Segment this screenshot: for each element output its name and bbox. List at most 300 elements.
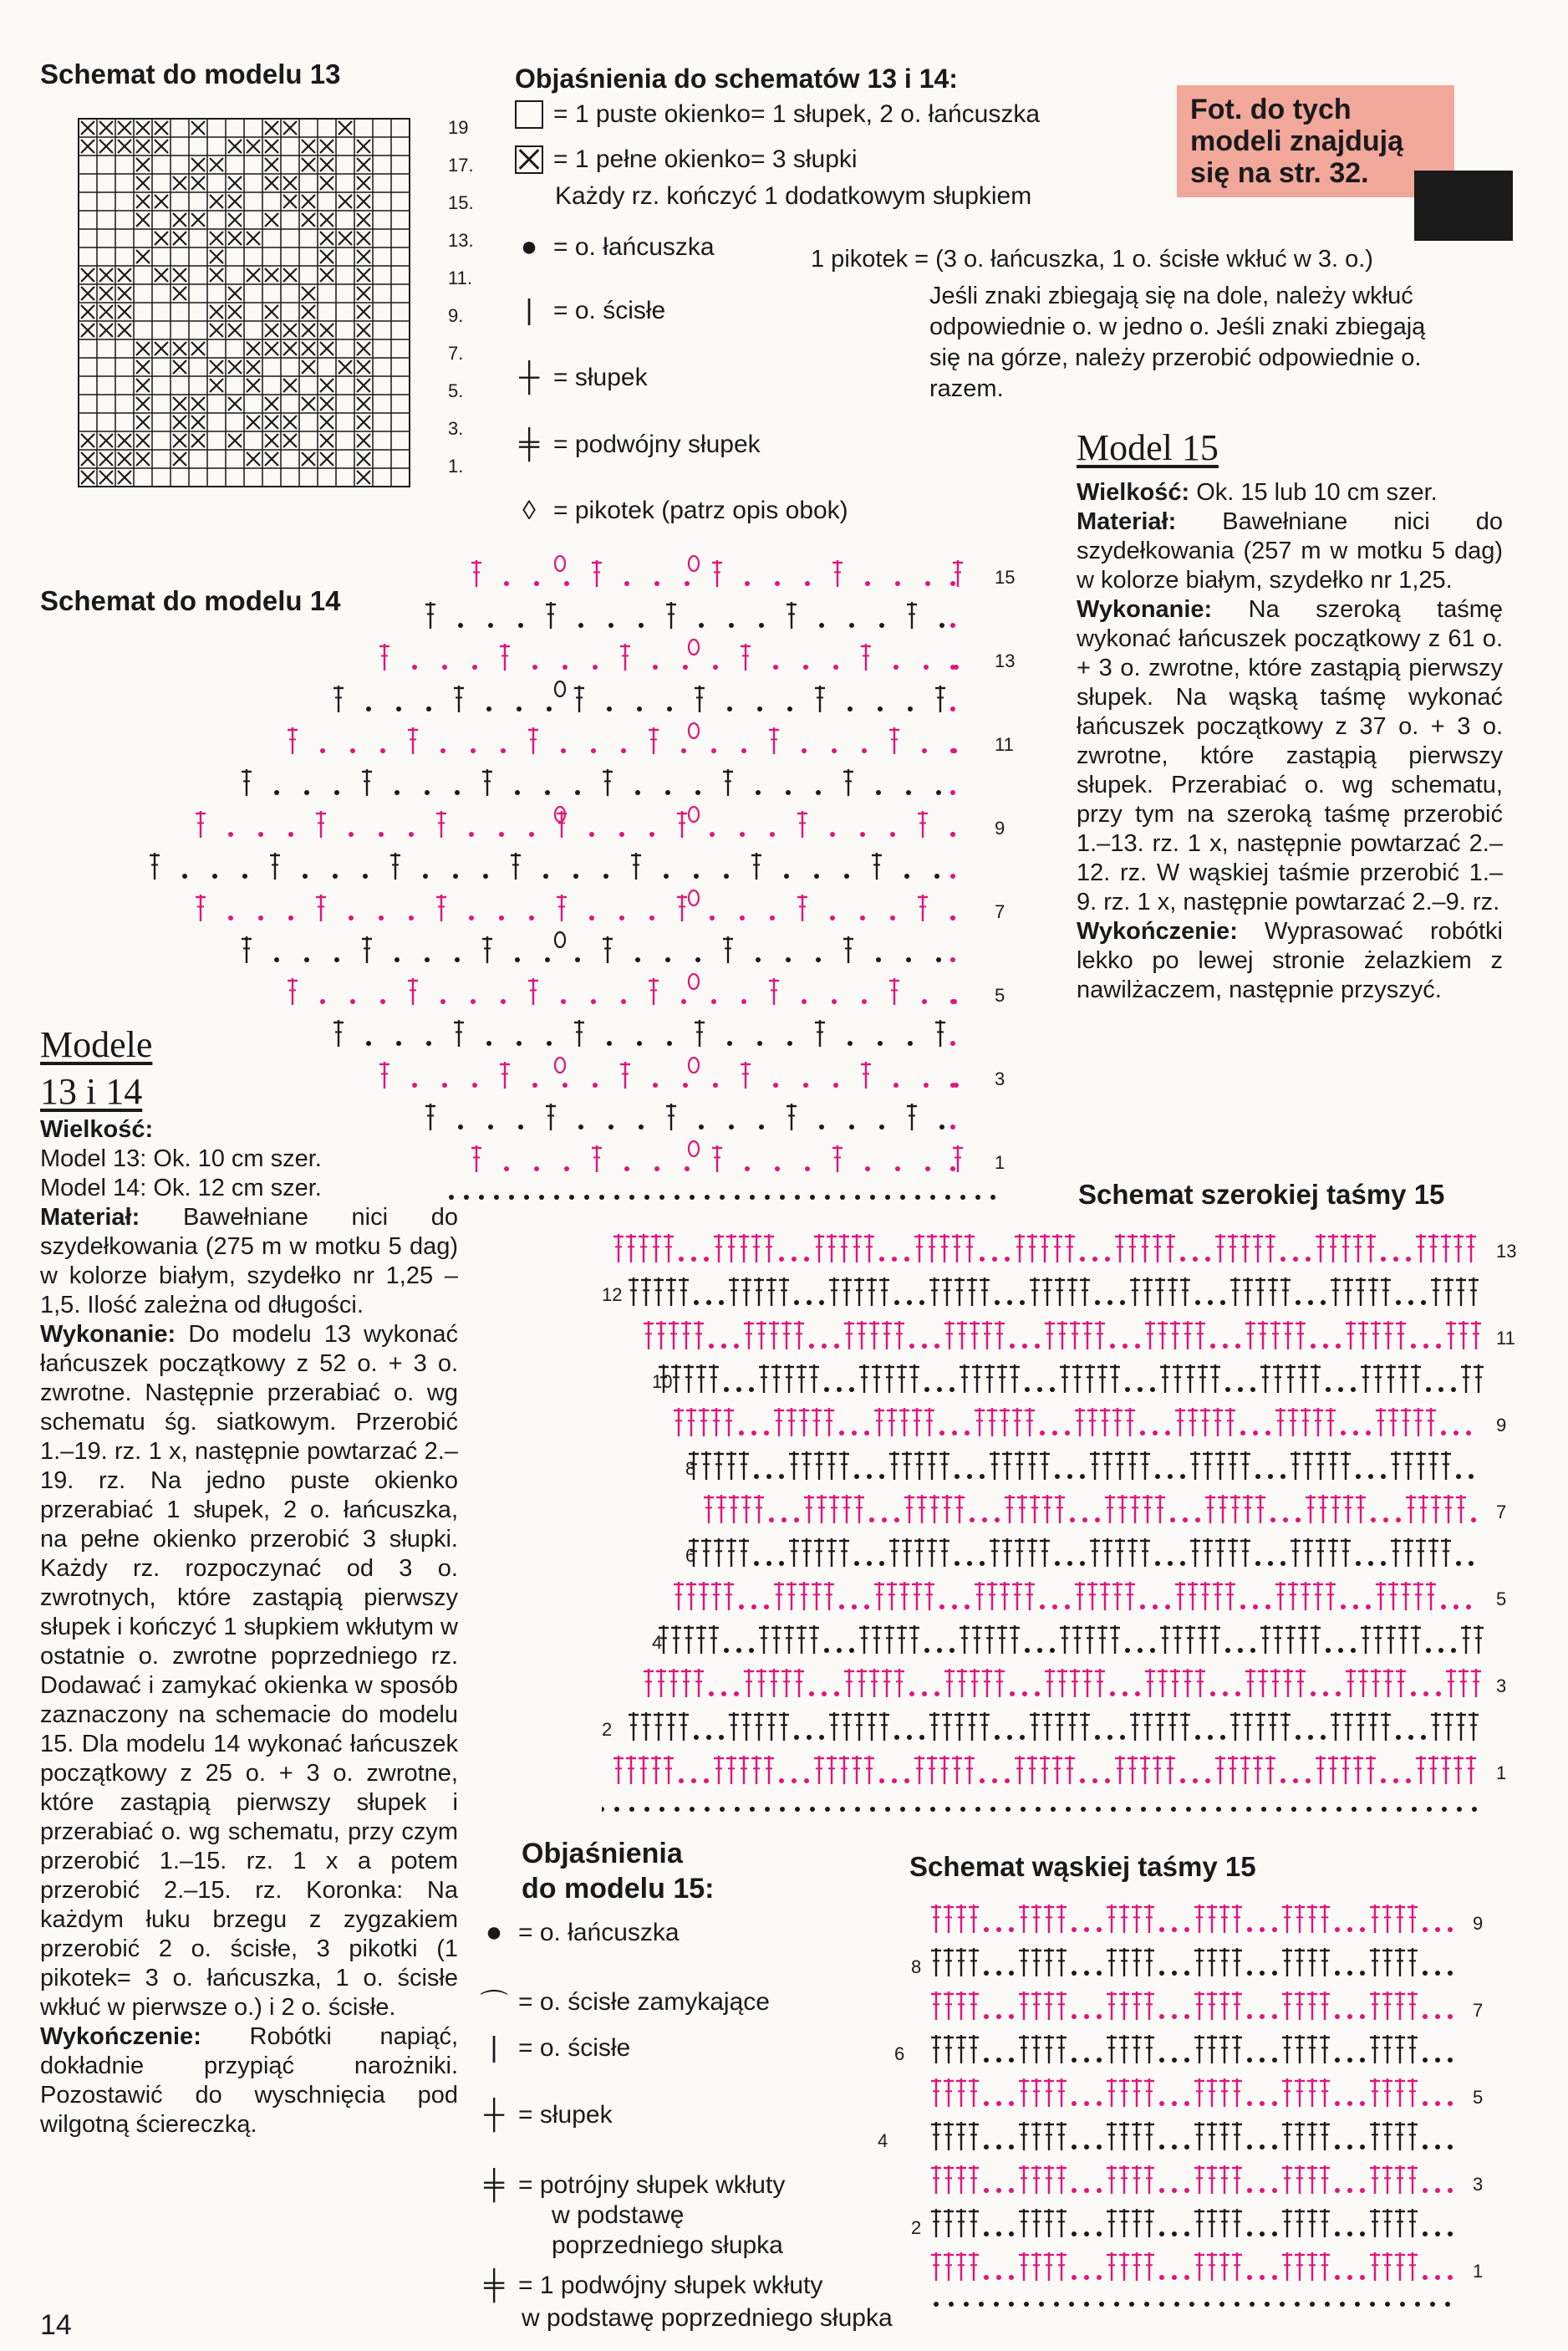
chain-dot (1338, 1387, 1343, 1392)
chain-dot (1172, 2014, 1177, 2019)
wide-tape-stitch (927, 1234, 937, 1262)
chain-dot (819, 1735, 824, 1740)
chain-dot (1005, 1807, 1011, 1812)
grid13-cell (336, 450, 354, 468)
chain-dot (1411, 1344, 1416, 1349)
narrow-tape-stitch (1219, 2252, 1229, 2281)
wide-tape-stitch (897, 1364, 907, 1393)
chain-dot (719, 1735, 724, 1740)
wide-tape-stitch (1341, 1234, 1351, 1262)
chain-dot (1423, 2275, 1428, 2280)
narrow-tape-stitch (1370, 2209, 1380, 2237)
narrow-tape-stitch (1107, 1991, 1117, 2020)
chain-dot (950, 957, 955, 962)
chain-dot (900, 1195, 905, 1200)
chain-dot (781, 1517, 787, 1522)
chain-dot (1172, 2101, 1177, 2106)
wide-tape-stitch (1461, 1625, 1471, 1654)
chain-dot (379, 915, 384, 921)
chain-dot (745, 581, 750, 586)
wide-tape-stitch (967, 1712, 977, 1741)
chain-dot (745, 1166, 750, 1171)
grid13-cell (373, 137, 391, 156)
chain-dot (1321, 1807, 1326, 1812)
chain-dot (469, 832, 474, 837)
chain-dot (1326, 1387, 1331, 1392)
wide-tape-stitch (939, 1756, 949, 1784)
chain-dot (876, 790, 881, 795)
chain-dot (1084, 1971, 1089, 1976)
wide-tape-stitch (1165, 1756, 1175, 1784)
chain-dot (1272, 2058, 1277, 2063)
model15-text: Wielkość: Ok. 15 lub 10 cm szer. Materiał: Bawełniane nici do szydełkowania (257 m w motku 5 dag) w kolorze białym, szydełko nr 1,25. Wykonanie: Na szeroką taśmę wykonać łańcuszek początkowy z 61 o. + 3 o. zwrotne, które zastąpią pierwszy słupek. Na wąską taśmę wykonać łańcuszek początkowy z 37 o. + 3 o. zwrotne, które zastąpią pierwszy słupek. Przerabiać o. wg schematu, przy tym na szeroką taśmę przerobić 1.–13. rz. 1 x, następnie powtarzać 2.–12. rz. W wąskiej taśmie przerobić 1.–9. rz. 1 x, następnie powtarzać 2.–9. rz. Wykończenie: Wyprasować robótki lekko po lewej stronie żelazkiem z nawilżaczem, następnie przyszyć. (1077, 479, 1504, 1003)
chain-dot (1095, 1300, 1100, 1305)
chain-dot (1159, 2275, 1164, 2280)
chain-dot (1040, 1604, 1045, 1609)
narrow-tape-stitch (1119, 1991, 1129, 2020)
wide-tape-stitch (1225, 1582, 1235, 1610)
wide-tape-stitch (781, 1669, 792, 1697)
chain-dot (545, 790, 550, 795)
narrow-tape-stitch (1107, 2035, 1117, 2063)
narrow-tape-stitch (1144, 2252, 1154, 2281)
chain-dot (1165, 1604, 1170, 1609)
chain-dot (1107, 1735, 1112, 1740)
wide-tape-stitch (1230, 1712, 1240, 1741)
schemat14-stitch (546, 1104, 556, 1130)
narrow-tape-stitch (1219, 2165, 1229, 2194)
grid13-cell (281, 450, 299, 468)
chain-dot (934, 1691, 939, 1696)
wide-tape-stitch (829, 1495, 839, 1523)
wide-tape-stitch (924, 1408, 934, 1436)
chain-dot (1065, 1430, 1070, 1436)
chain-dot (729, 623, 734, 628)
chain-dot (984, 2231, 989, 2236)
chain-dot (675, 1807, 680, 1812)
chain-dot (779, 1257, 784, 1262)
narrow-tape-stitch (1044, 2252, 1054, 2281)
chain-dot (1406, 1257, 1411, 1262)
wide-tape-row-number: 3 (1496, 1675, 1507, 1696)
wide-tape-stitch (827, 1756, 837, 1784)
chain-dot (950, 1166, 955, 1171)
wide-tape-stitch (664, 1756, 674, 1784)
triple-crochet-icon: ╪ (483, 2169, 505, 2201)
grid13-cell (336, 395, 354, 413)
chain-dot (621, 999, 626, 1004)
chain-dot (333, 874, 338, 879)
grid13-cell (189, 376, 207, 395)
wide-tape-stitch (1170, 1321, 1180, 1349)
schemat14-stitch (620, 644, 630, 671)
chain-dot (334, 957, 339, 962)
grid13-cell (373, 431, 391, 450)
grid13-cell (281, 156, 299, 174)
chain-dot (665, 790, 670, 795)
wide-tape-stitch (1040, 1234, 1050, 1262)
chain-dot (1180, 1778, 1185, 1783)
chain-dot (915, 1807, 920, 1812)
grid13-cell (281, 358, 299, 376)
schemat14-stitch (907, 1104, 917, 1130)
narrow-tape-stitch (956, 2209, 966, 2237)
chain-dot (1427, 1807, 1432, 1812)
wide-tape-stitch (842, 1495, 852, 1523)
narrow-tape-stitch (1370, 2252, 1380, 2281)
chain-dot (996, 2101, 1001, 2106)
chain-dot (879, 623, 884, 628)
grid13-cell (79, 358, 97, 376)
chain-dot (734, 1344, 739, 1349)
wide-tape-stitch (1446, 1669, 1456, 1697)
grid13-row-number: 9. (448, 305, 464, 326)
wide-tape-stitch (1431, 1495, 1441, 1523)
wide-tape-stitch (1140, 1451, 1150, 1480)
narrow-tape-stitch (1044, 2078, 1054, 2107)
schemat14-stitch (843, 769, 853, 796)
wide-tape-stitch (1025, 1582, 1035, 1610)
wide-tape-stitch (1303, 1538, 1313, 1567)
wide-tape-stitch (939, 1234, 949, 1262)
wide-tape-stitch (842, 1712, 852, 1741)
chain-dot (922, 1344, 927, 1349)
wide-tape-stitch (914, 1756, 924, 1784)
chain-dot (653, 1083, 658, 1088)
chain-dot (1291, 1807, 1296, 1812)
picot-mark (689, 640, 699, 655)
chain-dot (1353, 1430, 1358, 1436)
chain-dot (975, 1807, 980, 1812)
wide-tape-stitch (701, 1538, 711, 1567)
grid13-cell (207, 395, 226, 413)
wide-tape-stitch (1110, 1364, 1120, 1393)
chain-dot (1097, 2014, 1102, 2019)
chain-dot (751, 1604, 756, 1609)
schemat14-row-number: 1 (995, 1152, 1005, 1173)
schemat14-stitch (815, 1020, 825, 1047)
chain-dot (1321, 1300, 1326, 1305)
chain-dot (639, 623, 644, 628)
wide-tape-stitch (897, 1625, 907, 1654)
chain-dot (1436, 1691, 1441, 1696)
wide-tape-stitch (1105, 1495, 1115, 1523)
chain-dot (1423, 2101, 1428, 2106)
schemat14-stitch (150, 853, 160, 880)
chain-dot (750, 1807, 755, 1812)
chain-dot (1009, 2302, 1014, 2307)
wide-tape-stitch (1000, 1582, 1010, 1610)
wide-tape-stitch (1030, 1495, 1040, 1523)
wide-tape-stitch (1366, 1756, 1376, 1784)
chain-dot (1276, 1807, 1281, 1812)
chain-dot (1220, 1735, 1225, 1740)
wide-tape-stitch (942, 1712, 952, 1741)
chain-dot (1247, 1971, 1252, 1976)
chain-dot (810, 1807, 815, 1812)
schemat14-stitch (861, 1062, 871, 1089)
schemat14-stitch (787, 1104, 797, 1130)
narrow-tape-stitch (1395, 1948, 1405, 1976)
wide-tape-stitch (1456, 1495, 1466, 1523)
pikotek-note-line1: 1 pikotek = (3 o. łańcuszka, 1 o. ścisłe wkłuć w 3. o.) (811, 246, 1373, 273)
schemat14-stitch (574, 1020, 584, 1047)
chain-dot (952, 1430, 957, 1436)
grid13-cell (336, 413, 354, 431)
chain-dot (1360, 2058, 1365, 2063)
chain-dot (395, 957, 400, 962)
chain-dot (1184, 2058, 1189, 2063)
grid13-cell (152, 358, 171, 376)
wide-tape-stitch (982, 1669, 992, 1697)
narrow-tape-row-number: 8 (911, 1956, 922, 1977)
grid13-cell (318, 192, 336, 211)
wide-tape-stitch (1075, 1408, 1085, 1436)
grid13-cell (336, 266, 354, 284)
chain-dot (488, 1125, 493, 1130)
chain-dot (695, 957, 700, 962)
chain-dot (1471, 1517, 1476, 1522)
schemat14-stitch (677, 811, 687, 838)
wide-tape-stitch (1383, 1669, 1393, 1697)
narrow-tape-stitch (944, 2165, 954, 2194)
legend15-dc: ┼ = słupek (480, 2099, 613, 2131)
chain-dot (1153, 1430, 1158, 1436)
chain-dot (890, 915, 895, 921)
wide-tape-stitch (696, 1625, 706, 1654)
wide-tape-stitch (744, 1669, 754, 1697)
grid13-cell (97, 192, 115, 211)
wide-tape-stitch (1306, 1495, 1316, 1523)
chain-dot (471, 748, 476, 753)
chain-dot (1423, 1927, 1428, 1932)
wide-tape-stitch (774, 1582, 784, 1610)
chain-dot (936, 957, 941, 962)
narrow-tape-stitch (1232, 2252, 1242, 2281)
schemat14-stitch (712, 560, 722, 587)
schemat14-stitch (872, 853, 882, 880)
chain-dot (849, 623, 854, 628)
grid13-cell (226, 468, 244, 487)
chain-dot (685, 581, 690, 586)
chain-dot (1335, 2101, 1340, 2106)
chain-dot (423, 874, 428, 879)
wide-tape-stitch (1097, 1364, 1107, 1393)
chain-dot (442, 665, 447, 670)
grid13-cell (97, 413, 115, 431)
chain-dot (955, 1561, 960, 1566)
wide-tape-stitch (759, 1625, 769, 1654)
chain-dot (1272, 1927, 1277, 1932)
chain-dot (1347, 2275, 1352, 2280)
wide-tape-stitch (766, 1277, 776, 1306)
chain-dot (924, 665, 929, 670)
narrow-tape-stitch (931, 2035, 941, 2063)
chain-dot (713, 665, 718, 670)
chain-dot (892, 1778, 897, 1783)
narrow-tape-stitch (1056, 2078, 1067, 2107)
schemat14-stitch (242, 769, 252, 796)
chain-dot (802, 748, 807, 753)
chain-dot (649, 832, 654, 837)
chain-dot (1007, 1735, 1012, 1740)
chain-dot (964, 2302, 969, 2307)
narrow-tape-stitch (1382, 1905, 1392, 1933)
narrow-tape-stitch (1370, 2078, 1380, 2107)
chain-dot (900, 1807, 905, 1812)
chain-dot (1296, 1517, 1301, 1522)
chain-dot (499, 915, 504, 921)
wide-tape-stitch (1356, 1712, 1366, 1741)
chain-dot (830, 832, 835, 837)
wide-tape-stitch (902, 1538, 912, 1567)
chain-dot (691, 1257, 696, 1262)
wide-tape-stitch (1401, 1582, 1411, 1610)
chain-dot (765, 1195, 770, 1200)
chain-dot (710, 832, 715, 837)
chain-dot (1423, 1691, 1428, 1696)
grid13-cell (207, 413, 226, 431)
wide-tape-stitch (1160, 1364, 1170, 1393)
chain-dot (1180, 1561, 1185, 1566)
chain-dot (1400, 2302, 1405, 2307)
chain-dot (984, 2014, 989, 2019)
narrow-tape-stitch (1056, 1948, 1067, 1976)
chain-dot (455, 790, 460, 795)
wide-tape-stitch (716, 1495, 726, 1523)
narrow-tape-stitch (1019, 2252, 1029, 2281)
wide-tape-stitch (864, 1234, 874, 1262)
chain-dot (1353, 1604, 1358, 1609)
wide-tape-stitch (1080, 1277, 1090, 1306)
chain-dot (425, 790, 430, 795)
chain-dot (1368, 1561, 1373, 1566)
chain-dot (950, 1125, 955, 1130)
narrow-tape-stitch (1307, 1948, 1317, 1976)
wide-tape-stitch (1366, 1234, 1376, 1262)
wide-tape-stitch (729, 1277, 739, 1306)
wide-tape-stitch (1346, 1321, 1356, 1349)
chain-dot (724, 1387, 729, 1392)
chain-dot (1306, 1257, 1311, 1262)
wide-tape-stitch (1085, 1364, 1095, 1393)
grid13-cell (152, 376, 171, 395)
chain-dot (1360, 2231, 1365, 2236)
wide-tape-stitch (960, 1625, 970, 1654)
grid13-cell (226, 339, 244, 358)
wide-tape-stitch (1010, 1364, 1020, 1393)
chain-dot (967, 1474, 972, 1479)
wide-tape-stitch (812, 1408, 822, 1436)
wide-tape-stitch (1180, 1712, 1190, 1741)
chain-dot (878, 706, 883, 711)
narrow-tape-stitch (1132, 2209, 1142, 2237)
grid13-cell (79, 395, 97, 413)
chain-dot (366, 706, 371, 711)
chain-dot (792, 1257, 797, 1262)
chain-dot (1308, 1300, 1313, 1305)
narrow-tape-stitch (1194, 2252, 1204, 2281)
wide-tape-stitch (1328, 1538, 1338, 1567)
chain-dot (704, 1257, 709, 1262)
grid13-cell (79, 192, 97, 211)
chain-dot (950, 706, 955, 711)
narrow-tape-stitch (1395, 2078, 1405, 2107)
wide-tape-stitch (844, 1669, 854, 1697)
chain-dot (593, 665, 598, 670)
chain-dot (483, 874, 488, 879)
chain-dot (1453, 1430, 1459, 1436)
schemat14-stitch (362, 936, 372, 963)
chain-dot (780, 1807, 785, 1812)
chain-dot (573, 874, 578, 879)
wide-tape-stitch (1002, 1538, 1012, 1567)
chain-dot (539, 1195, 544, 1200)
chain-dot (1052, 1430, 1057, 1436)
narrow-tape-stitch (1382, 2078, 1392, 2107)
wide-tape-stitch (859, 1364, 869, 1393)
chain-dot (1135, 1691, 1140, 1696)
chain-dot (1335, 2144, 1340, 2150)
chain-dot (864, 1604, 869, 1609)
chain-dot (794, 1735, 799, 1740)
schemat14-stitch (528, 978, 538, 1005)
wide-tape-stitch (1413, 1408, 1423, 1436)
grid13-cell (373, 192, 391, 211)
grid13-cell (115, 229, 134, 247)
wide-tape-stitch (827, 1234, 837, 1262)
grid13-cell (391, 303, 410, 321)
wide-tape-stitch (814, 1234, 824, 1262)
narrow-tape-stitch (931, 1991, 941, 2020)
wide-tape-stitch (1328, 1451, 1338, 1480)
chain-dot (1311, 1344, 1316, 1349)
wide-tape-stitch (929, 1712, 939, 1741)
wide-tape-stitch (1453, 1234, 1464, 1262)
chain-dot (1385, 2302, 1390, 2307)
schemat14-row-number: 9 (995, 818, 1005, 839)
chain-dot (1247, 2144, 1252, 2150)
narrow-tape-stitch (1320, 2078, 1330, 2107)
wide-tape-stitch (859, 1625, 869, 1654)
slip-stitch-icon: | (525, 294, 533, 326)
chain-dot (1051, 1807, 1056, 1812)
chain-dot (1084, 1927, 1089, 1932)
grid13-cell (244, 156, 262, 174)
grid13-cell (373, 395, 391, 413)
chain-dot (561, 999, 566, 1004)
wide-tape-stitch (1318, 1495, 1328, 1523)
wide-tape-stitch (967, 1277, 977, 1306)
chain-dot (854, 1474, 859, 1479)
wide-tape-stitch (1060, 1364, 1070, 1393)
chain-dot (1022, 1691, 1027, 1696)
wide-tape-stitch (1045, 1321, 1055, 1349)
narrow-tape-row-number: 5 (1473, 2087, 1484, 2108)
narrow-tape-stitch (1295, 2209, 1305, 2237)
legend-tr: ╪ = podwójny słupek (515, 428, 761, 461)
chain-dot (1180, 1474, 1185, 1479)
chain-dot (1097, 2101, 1102, 2106)
wide-tape-stitch (1027, 1538, 1037, 1567)
wide-tape-stitch (714, 1451, 724, 1480)
wide-tape-stitch (902, 1451, 912, 1480)
wide-tape-stitch (1153, 1234, 1163, 1262)
chain-dot (1208, 1735, 1213, 1740)
wide-tape-row-number: 7 (1496, 1502, 1507, 1522)
chain-dot (757, 706, 762, 711)
grid13-cell (336, 431, 354, 450)
